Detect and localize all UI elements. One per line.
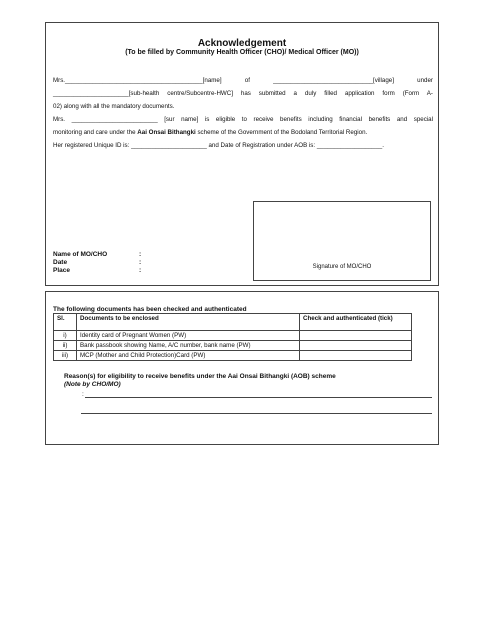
date-colon: : xyxy=(139,259,142,266)
scheme-text-post: scheme of the Government of the Bodoland Territorial Region. xyxy=(195,129,368,136)
table-row xyxy=(54,351,412,361)
row-document: Identity card of Pregnant Women (PW) xyxy=(77,331,300,341)
place-colon: : xyxy=(139,267,142,274)
table-header-row xyxy=(54,314,412,331)
reason-note: (Note by CHO/MO) xyxy=(64,381,121,388)
ack-line-scheme xyxy=(53,129,433,137)
ack-line-documents: 02) along with all the mandatory documents. xyxy=(53,103,175,110)
table-row xyxy=(54,331,412,341)
row-sl: iii) xyxy=(54,351,77,361)
documents-section xyxy=(45,291,439,445)
name-colon: : xyxy=(139,251,142,258)
header-documents: Documents to be enclosed xyxy=(77,314,300,331)
reason-line-2[interactable] xyxy=(81,413,432,414)
reason-label: Reason(s) for eligibility to receive benefits under the Aai Onsai Bithangki (AOB) scheme xyxy=(64,373,336,380)
acknowledgement-section xyxy=(45,22,439,286)
documents-heading: The following documents has been checked and authenticated xyxy=(53,306,247,313)
header-sl: Sl. xyxy=(54,314,77,331)
row-check-cell[interactable] xyxy=(300,331,412,341)
row-check-cell[interactable] xyxy=(300,341,412,351)
row-check-cell[interactable] xyxy=(300,351,412,361)
reason-colon: : xyxy=(82,391,84,398)
ack-line-name-village: Mrs.________________________________________[name] of _____________________________[village] under xyxy=(53,77,433,84)
reason-line-1[interactable] xyxy=(85,397,432,398)
row-document: Bank passbook showing Name, A/C number, bank name (PW) xyxy=(77,341,300,351)
header-check: Check and authenticated (tick) xyxy=(300,314,412,331)
ack-line-subcentre: ______________________[sub-health centre/Subcentre-HWC] has submitted a duly filled application form (Form A- xyxy=(53,90,433,97)
acknowledgement-subtitle: (To be filled by Community Health Officer (CHO)/ Medical Officer (MO)) xyxy=(125,49,359,56)
row-document: MCP (Mother and Child Protection)Card (PW) xyxy=(77,351,300,361)
ack-line-unique-id: Her registered Unique ID is: ______________________ and Date of Registration under AOB is: ___________________. xyxy=(53,142,384,149)
table-row xyxy=(54,341,412,351)
signature-label: Signature of MO/CHO xyxy=(312,264,372,270)
place-label: Place xyxy=(53,267,70,274)
ack-line-surname: Mrs. _________________________ [sur name] is eligible to receive benefits including financial benefits and special xyxy=(53,116,433,123)
date-label: Date xyxy=(53,259,68,266)
signature-box[interactable] xyxy=(253,201,431,281)
documents-table xyxy=(53,313,412,361)
acknowledgement-title: Acknowledgement xyxy=(197,38,287,49)
scheme-text-pre: monitoring and care under the xyxy=(53,129,138,136)
row-sl: ii) xyxy=(54,341,77,351)
row-sl: i) xyxy=(54,331,77,341)
scheme-name: Aai Onsai Bithangki xyxy=(137,129,196,136)
name-label: Name of MO/CHO xyxy=(53,251,108,258)
